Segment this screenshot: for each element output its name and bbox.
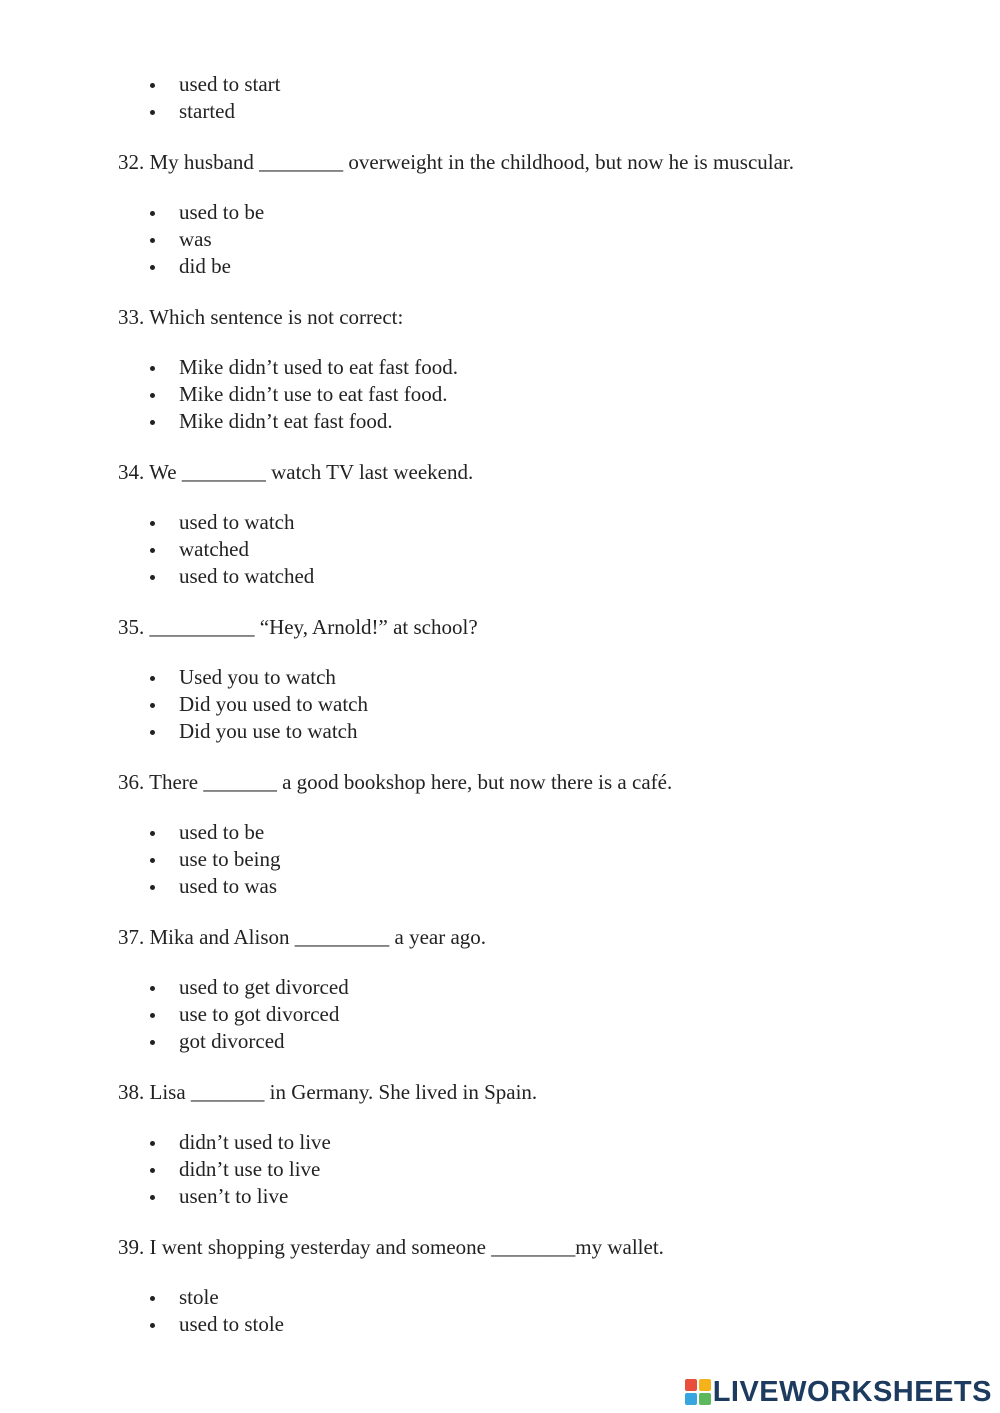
- option[interactable]: watched: [148, 536, 314, 563]
- options-35: [148, 664, 368, 745]
- option[interactable]: didn’t used to live: [148, 1129, 331, 1156]
- options-39: [148, 1284, 284, 1338]
- options-36: [148, 819, 280, 900]
- option[interactable]: Used you to watch: [148, 664, 368, 691]
- option[interactable]: got divorced: [148, 1028, 349, 1055]
- option[interactable]: Did you used to watch: [148, 691, 368, 718]
- option[interactable]: used to was: [148, 873, 280, 900]
- liveworksheets-logo[interactable]: [685, 1377, 992, 1407]
- question-32: 32. My husband ________ overweight in the childhood, but now he is muscular.: [118, 150, 795, 174]
- options-34: [148, 509, 314, 590]
- question-38: 38. Lisa _______ in Germany. She lived in Spain.: [118, 1080, 538, 1104]
- logo-square: [699, 1393, 711, 1405]
- option[interactable]: Mike didn’t eat fast food.: [148, 408, 458, 435]
- logo-square: [685, 1393, 697, 1405]
- option[interactable]: usen’t to live: [148, 1183, 331, 1210]
- leading-options: [148, 71, 280, 125]
- option[interactable]: used to watch: [148, 509, 314, 536]
- options-33: [148, 354, 458, 435]
- logo-square: [699, 1379, 711, 1391]
- question-37: 37. Mika and Alison _________ a year ago.: [118, 925, 487, 949]
- option[interactable]: used to start: [148, 71, 280, 98]
- option[interactable]: didn’t use to live: [148, 1156, 331, 1183]
- question-35: 35. __________ “Hey, Arnold!” at school?: [118, 615, 478, 639]
- question-34: 34. We ________ watch TV last weekend.: [118, 460, 474, 484]
- option[interactable]: stole: [148, 1284, 284, 1311]
- option[interactable]: used to stole: [148, 1311, 284, 1338]
- option[interactable]: started: [148, 98, 280, 125]
- option[interactable]: Mike didn’t use to eat fast food.: [148, 381, 458, 408]
- option[interactable]: was: [148, 226, 264, 253]
- question-39: 39. I went shopping yesterday and someone ________my wallet.: [118, 1235, 664, 1259]
- option[interactable]: did be: [148, 253, 264, 280]
- logo-mark-icon: [685, 1379, 711, 1405]
- option[interactable]: used to watched: [148, 563, 314, 590]
- option[interactable]: Did you use to watch: [148, 718, 368, 745]
- logo-square: [685, 1379, 697, 1391]
- option[interactable]: used to be: [148, 819, 280, 846]
- question-36: 36. There _______ a good bookshop here, but now there is a café.: [118, 770, 673, 794]
- options-38: [148, 1129, 331, 1210]
- option[interactable]: Mike didn’t used to eat fast food.: [148, 354, 458, 381]
- option[interactable]: used to get divorced: [148, 974, 349, 1001]
- question-33: 33. Which sentence is not correct:: [118, 305, 404, 329]
- option[interactable]: used to be: [148, 199, 264, 226]
- logo-text: LIVEWORKSHEETS: [712, 1375, 992, 1408]
- options-37: [148, 974, 349, 1055]
- option[interactable]: use to got divorced: [148, 1001, 349, 1028]
- option[interactable]: use to being: [148, 846, 280, 873]
- options-32: [148, 199, 264, 280]
